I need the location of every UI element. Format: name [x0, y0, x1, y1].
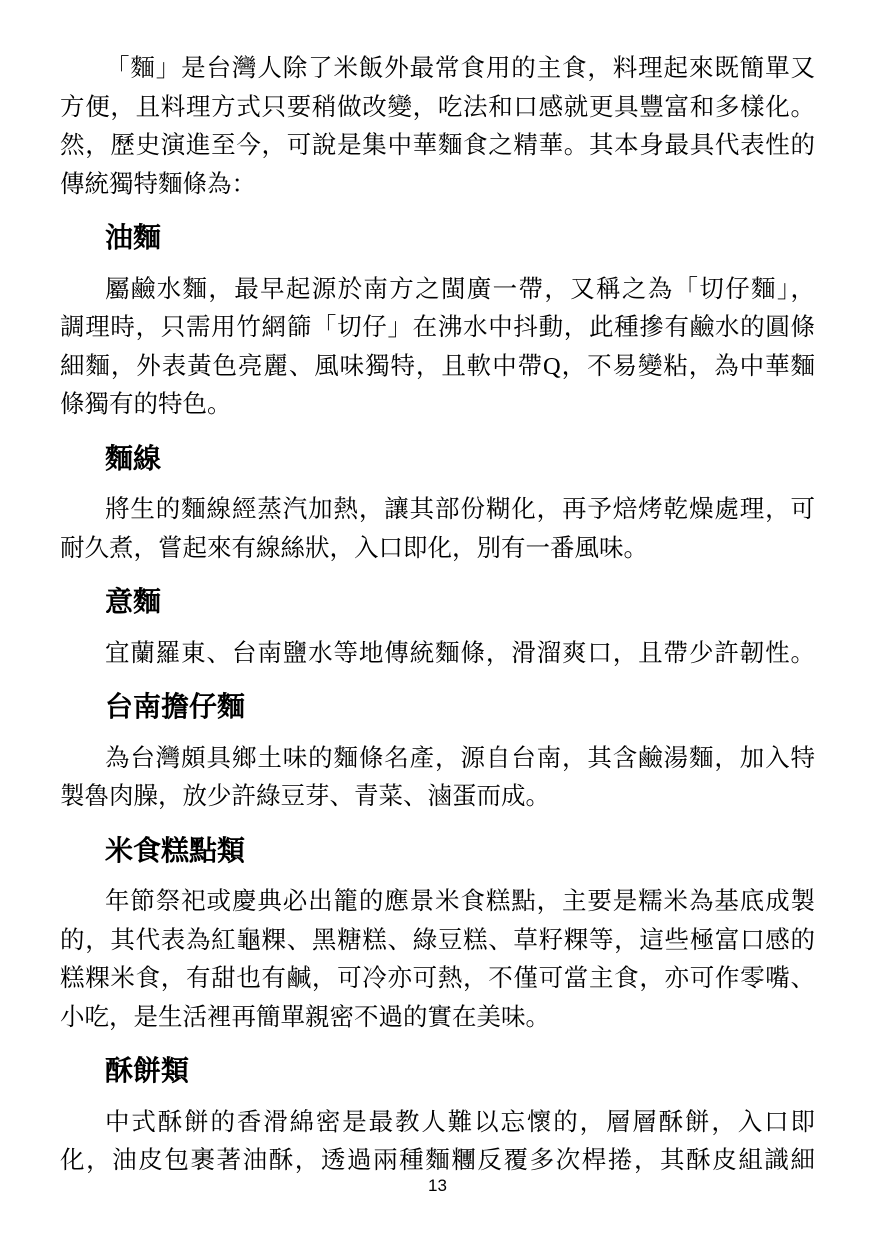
document-body: [60, 50, 815, 1181]
section-oil-noodle: [60, 220, 815, 425]
section-heading: 酥餅類: [105, 1056, 190, 1087]
paragraph-line: 化，油皮包裹著油酥，透過兩種麵糰反覆多次桿捲，其酥皮組識細: [60, 1147, 815, 1174]
paragraph-line: 糕粿米食，有甜也有鹹，可冷亦可熱，不僅可當主食，亦可作零嘴、: [60, 965, 815, 992]
paragraph-line: 的，其代表為紅龜粿、黑糖糕、綠豆糕、草籽粿等，這些極富口感的: [60, 926, 815, 954]
page-footer: [0, 1176, 875, 1196]
paragraph-line: 條獨有的特色。: [60, 391, 232, 418]
paragraph-line: 耐久煮，嘗起來有線絲狀，入口即化，別有一番風味。: [60, 534, 648, 562]
paragraph-line: 年節祭祀或慶典必出籠的應景米食糕點，主要是糯米為基底成製: [105, 888, 815, 915]
section-yi-noodle: [60, 584, 815, 673]
paragraph-line: 為台灣頗具鄉土味的麵條名產，源自台南，其含鹼湯麵，加入特: [105, 744, 815, 772]
paragraph-line: 方便，且料理方式只要稍做改變，吃法和口感就更具豐富和多樣化。: [60, 93, 815, 121]
section-misua: [60, 441, 815, 569]
paragraph-line: 調理時，只需用竹網篩「切仔」在沸水中抖動，此種摻有鹼水的圓條: [60, 314, 815, 341]
paragraph-line: 細麵，外表黃色亮麗、風味獨特，且軟中帶Q，不易變粘，為中華麵: [60, 352, 815, 380]
section-flaky-pastry: [60, 1053, 815, 1181]
paragraph-line: 傳統獨特麵條為：: [60, 170, 256, 198]
paragraph-line: 將生的麵線經蒸汽加熱，讓其部份糊化，再予焙烤乾燥處理，可: [105, 496, 815, 523]
page-number: 13: [428, 1176, 447, 1195]
section-heading: 米食糕點類: [105, 835, 246, 867]
section-rice-pastry: [60, 833, 815, 1038]
paragraph-line: 然，歷史演進至今，可說是集中華麵食之精華。其本身最具代表性的: [60, 132, 815, 159]
section-heading: 台南擔仔麵: [105, 692, 246, 723]
paragraph-line: 製魯肉臊，放少許綠豆芽、青菜、滷蛋而成。: [60, 783, 550, 810]
section-heading: 意麵: [105, 587, 162, 618]
intro-paragraph: [60, 50, 815, 204]
section-paragraph: [60, 635, 815, 674]
section-heading: 油麵: [105, 223, 162, 254]
section-paragraph: [60, 740, 815, 817]
paragraph-line: 小吃，是生活裡再簡單親密不過的實在美味。: [60, 1003, 550, 1031]
section-paragraph: [60, 491, 815, 568]
section-paragraph: [60, 271, 815, 425]
paragraph-line: 「麵」是台灣人除了米飯外最常食用的主食，料理起來既簡單又: [105, 55, 815, 82]
section-heading: 麵線: [105, 443, 162, 475]
section-danzai-noodle: [60, 689, 815, 817]
paragraph-line: 宜蘭羅東、台南鹽水等地傳統麵條，滑溜爽口，且帶少許韌性。: [105, 639, 815, 667]
paragraph-line: 屬鹼水麵，最早起源於南方之閩廣一帶，又稱之為「切仔麵」，: [105, 275, 815, 303]
section-paragraph: [60, 1104, 815, 1181]
paragraph-line: 中式酥餅的香滑綿密是最教人難以忘懷的，層層酥餅，入口即: [105, 1108, 815, 1136]
section-paragraph: [60, 883, 815, 1037]
